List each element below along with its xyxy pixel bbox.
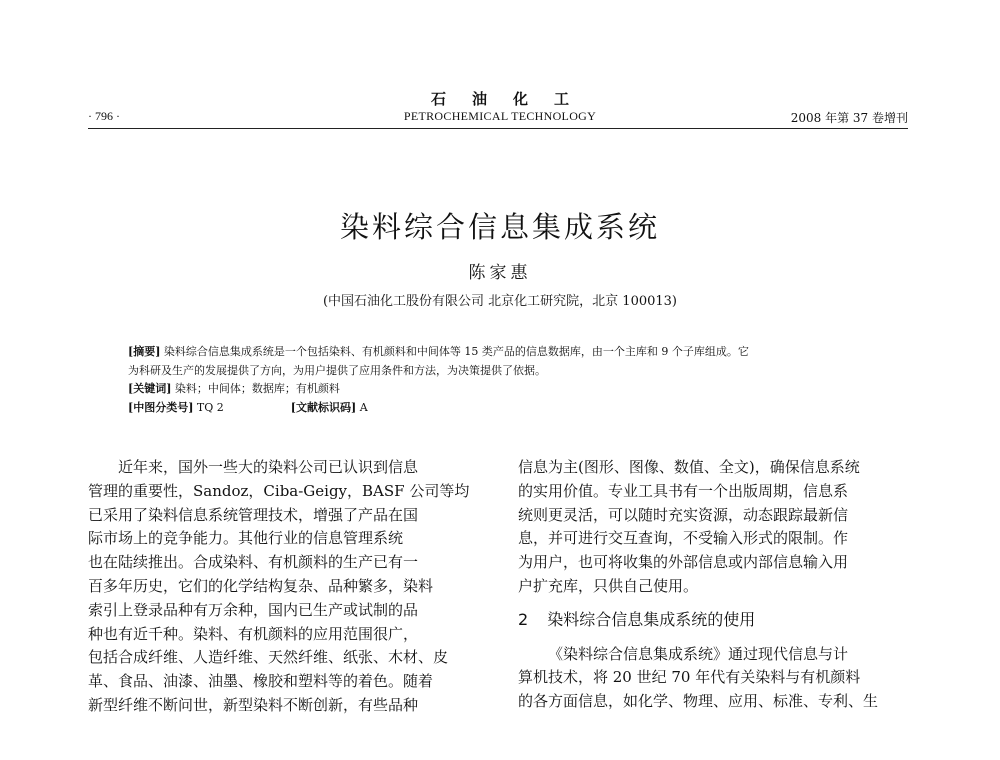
text-line: 近年来，国外一些大的染料公司已认识到信息 — [118, 458, 419, 476]
abstract-text-1: 染料综合信息集成系统是一个包括染料、有机颜料和中间体等 15 类产品的信息数据库，由一个主库和 9 个子库组成。它 — [163, 345, 749, 358]
author-affiliation: (中国石油化工股份有限公司 北京化工研究院，北京 100013) — [322, 294, 678, 309]
header-divider — [88, 128, 908, 129]
text-line: 算机技术，将 20 世纪 70 年代有关染料与有机颜料 — [518, 668, 861, 687]
text-line: 息，并可进行交互查询，不受输入形式的限制。作 — [518, 529, 849, 548]
text-line: 种也有近千种。染料、有机颜料的应用范围很广， — [88, 624, 419, 643]
text-line: 百多年历史，它们的化学结构复杂、品种繁多，染料 — [88, 576, 434, 595]
author-name: 陈家惠 — [468, 263, 532, 283]
text-line: 的各方面信息，如化学、物理、应用、标准、专利、生 — [518, 692, 879, 711]
body-paragraph — [518, 456, 928, 599]
keywords-line — [128, 380, 888, 399]
clc-value: TQ 2 — [196, 400, 224, 414]
abstract-line-1 — [128, 343, 888, 362]
text-line: 已采用了染料信息系统管理技术，增强了产品在国 — [88, 505, 419, 524]
body-column-right — [518, 456, 928, 714]
issue-info: 2008 年第 37 卷增刊 — [790, 111, 908, 125]
abstract-line-2 — [128, 362, 888, 381]
doc-code-label: [文献标识码] — [290, 400, 357, 414]
body-paragraph — [88, 456, 494, 718]
text-line: 为用户，也可将收集的外部信息或内部信息输入用 — [518, 553, 849, 572]
doc-code-value: A — [359, 400, 368, 414]
abstract-block — [128, 343, 888, 417]
text-line: 革、食品、油漆、油墨、橡胶和塑料等的着色。随着 — [88, 672, 434, 691]
abstract-text-2: 为科研及生产的发展提供了方向，为用户提供了应用条件和方法，为决策提供了依据。 — [128, 363, 546, 377]
classification-line — [128, 399, 888, 418]
text-line: 包括合成纤维、人造纤维、天然纤维、纸张、木材、皮 — [88, 648, 449, 667]
section-heading — [518, 608, 928, 632]
body-column-left — [88, 456, 494, 718]
text-line: 的实用价值。专业工具书有一个出版周期，信息系 — [518, 481, 849, 500]
text-line: 也在陆续推出。合成染料、有机颜料的生产已有一 — [88, 553, 419, 572]
text-line: 信息为主(图形、图像、数值、全文)，确保信息系统 — [518, 458, 860, 476]
abstract-label: [摘要] — [128, 345, 161, 358]
page-number: · 796 · — [88, 109, 120, 123]
clc-label: [中图分类号] — [128, 400, 194, 414]
text-line: 索引上登录品种有万余种，国内已生产或试制的品 — [88, 600, 419, 619]
text-line: 管理的重要性，Sandoz，Ciba-Geigy，BASF 公司等均 — [88, 481, 470, 500]
section-title: 染料综合信息集成系统的使用 — [547, 609, 756, 629]
text-line: 统则更灵活，可以随时充实资源，动态跟踪最新信 — [518, 505, 849, 524]
body-paragraph — [518, 643, 928, 714]
text-line: 《染料综合信息集成系统》通过现代信息与计 — [548, 644, 849, 663]
text-line: 新型纤维不断问世，新型染料不断创新，有些品种 — [88, 695, 419, 714]
text-line: 际市场上的竞争能力。其他行业的信息管理系统 — [88, 529, 404, 548]
keywords-text: 染料；中间体；数据库；有机颜料 — [174, 382, 340, 395]
journal-title-en: PETROCHEMICAL TECHNOLOGY — [403, 109, 597, 123]
text-line: 户扩充库，只供自己使用。 — [518, 576, 699, 595]
keywords-label: [关键词] — [128, 382, 172, 395]
section-number: 2 — [518, 609, 529, 629]
article-title: 染料综合信息集成系统 — [339, 210, 660, 245]
journal-title-cn: 石油化工 — [430, 90, 595, 108]
